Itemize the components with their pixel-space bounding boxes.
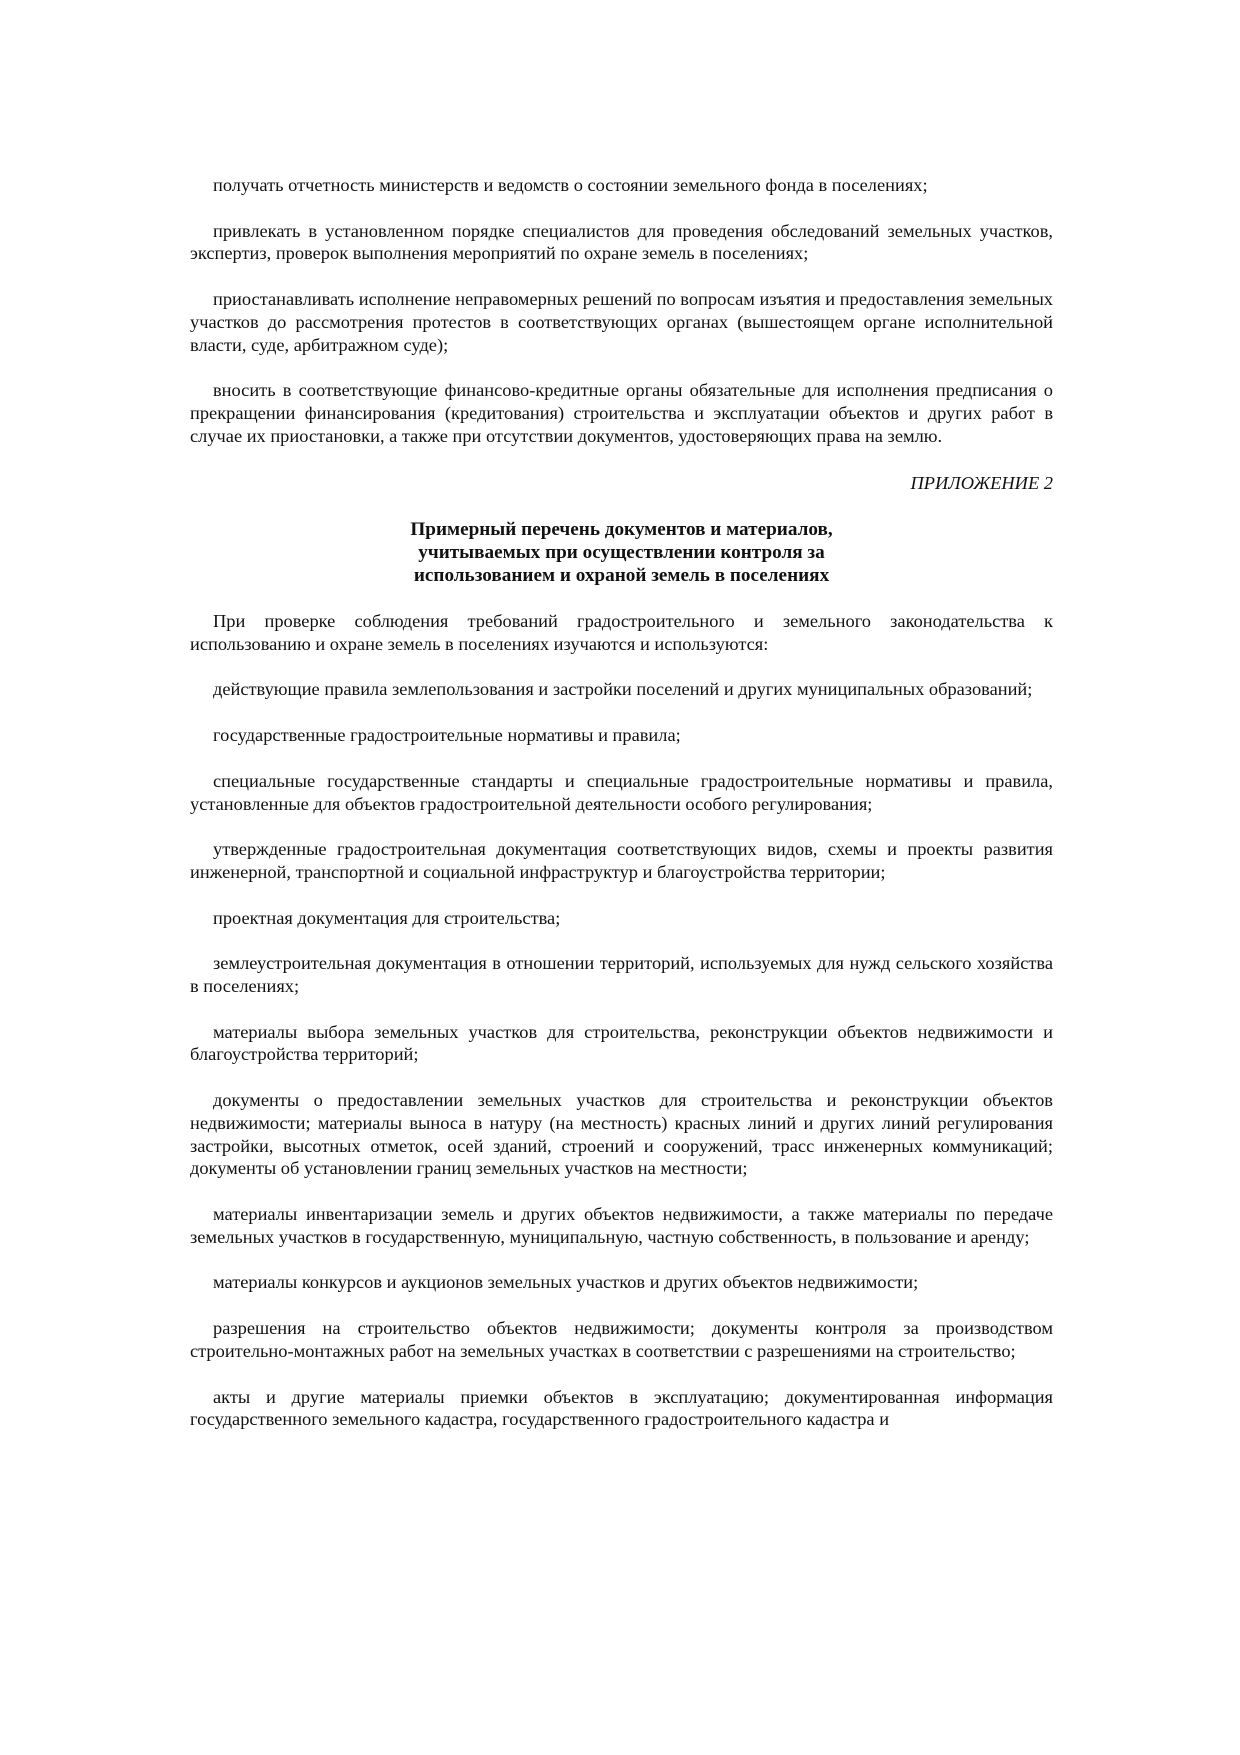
paragraph: землеустроительная документация в отношении территорий, используемых для нужд сельского хозяйства в поселениях; bbox=[190, 953, 1053, 997]
paragraph: документы о предоставлении земельных участков для строительства и реконструкции объектов недвижимости; материалы выноса в натуру (на местность) красных линий и других линий регулирования застройки, высотных отметок, осей зданий, строений и сооружений, трасс инженерных коммуникаций; документы об установлении границ земельных участков на местности; bbox=[190, 1090, 1053, 1179]
appendix-label: ПРИЛОЖЕНИЕ 2 bbox=[910, 473, 1053, 494]
title-line: учитываемых при осуществлении контроля за bbox=[418, 542, 825, 564]
paragraph: материалы инвентаризации земель и других объектов недвижимости, а также материалы по передаче земельных участков в государственную, муниципальную, частную собственность, в пользование и аренду; bbox=[190, 1203, 1053, 1247]
document-page bbox=[190, 174, 1053, 1454]
paragraph: вносить в соответствующие финансово-кредитные органы обязательные для исполнения предписания о прекращении финансирования (кредитования) строительства и эксплуатации объектов и других работ в случае их приостановки, а также при отсутствии документов, удостоверяющих права на землю. bbox=[190, 380, 1053, 446]
paragraph: приостанавливать исполнение неправомерных решений по вопросам изъятия и предоставления земельных участков до рассмотрения протестов в соответствующих органах (вышестоящем органе исполнительной власти, суде, арбитражном суде); bbox=[190, 289, 1053, 355]
title-line: Примерный перечень документов и материалов, bbox=[410, 519, 833, 541]
section-title bbox=[190, 518, 1053, 587]
paragraph: акты и другие материалы приемки объектов в эксплуатацию; документированная информация государственного земельного кадастра, государственного градостроительного кадастра и bbox=[190, 1386, 1053, 1430]
title-line: использованием и охраной земель в поселениях bbox=[413, 565, 830, 587]
paragraph: привлекать в установленном порядке специалистов для проведения обследований земельных участков, экспертиз, проверок выполнения мероприятий по охране земель в поселениях; bbox=[190, 220, 1053, 264]
paragraph: государственные градостроительные нормативы и правила; bbox=[213, 725, 681, 746]
paragraph: утвержденные градостроительная документация соответствующих видов, схемы и проекты развития инженерной, транспортной и социальной инфраструктур и благоустройства территории; bbox=[190, 839, 1053, 882]
paragraph: материалы выбора земельных участков для строительства, реконструкции объектов недвижимости и благоустройства территорий; bbox=[190, 1021, 1053, 1065]
paragraph: разрешения на строительство объектов недвижимости; документы контроля за производством строительно-монтажных работ на земельных участках в соответствии с разрешениями на строительство; bbox=[190, 1318, 1053, 1361]
paragraph: получать отчетность министерств и ведомств о состоянии земельного фонда в поселениях; bbox=[213, 175, 928, 195]
paragraph: действующие правила землепользования и застройки поселений и других муниципальных образований; bbox=[213, 679, 1033, 700]
paragraph: проектная документация для строительства; bbox=[213, 907, 561, 928]
paragraph: При проверке соблюдения требований градостроительного и земельного законодательства к использованию и охране земель в поселениях изучаются и используются: bbox=[190, 611, 1053, 654]
paragraph: материалы конкурсов и аукционов земельных участков и других объектов недвижимости; bbox=[213, 1272, 919, 1293]
paragraph: специальные государственные стандарты и специальные градостроительные нормативы и правила, установленные для объектов градостроительной деятельности особого регулирования; bbox=[190, 770, 1053, 814]
